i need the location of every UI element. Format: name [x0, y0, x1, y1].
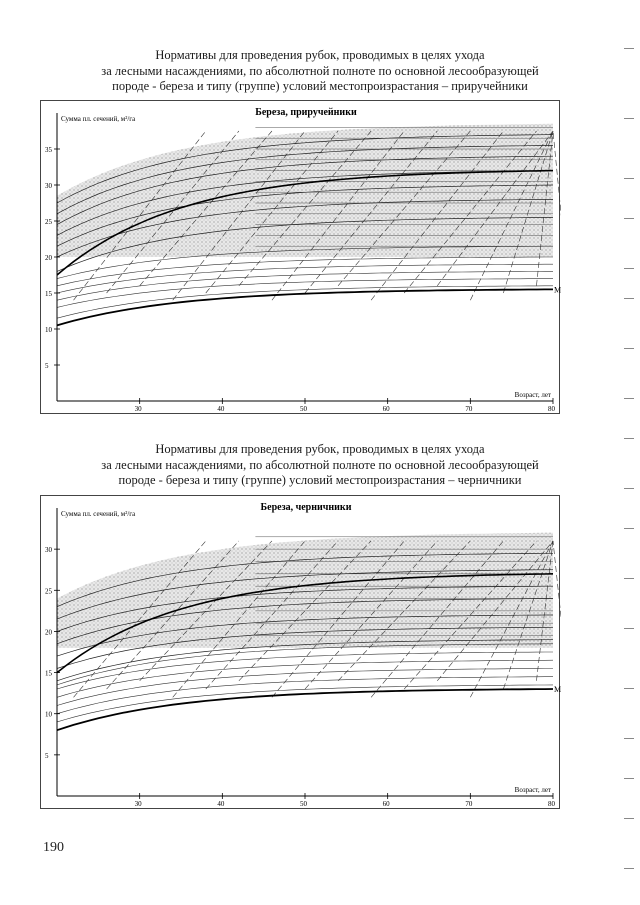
chart2-svg [41, 496, 561, 810]
min-curve [57, 689, 553, 730]
x-tick-label: 30 [134, 800, 142, 808]
diagonal-dashed-line [553, 131, 561, 300]
y-tick-label: 30 [45, 182, 52, 190]
x-tick-label: 60 [382, 800, 390, 808]
x-tick-label: 70 [465, 800, 473, 808]
lower-curve [57, 652, 553, 689]
caption-line: Нормативы для проведения рубок, проводимых в целях ухода [155, 442, 485, 456]
x-tick-label: 60 [382, 405, 390, 413]
chart-title: Береза, черничники [260, 502, 352, 513]
chart-birch-chernichniki [40, 495, 560, 809]
x-tick-label: 40 [217, 800, 225, 808]
chart1-caption [0, 48, 640, 95]
x-axis-label: Возраст, лет [514, 391, 551, 399]
y-tick-label: 25 [45, 218, 52, 226]
chart-birch-pririuchejniki [40, 100, 560, 414]
y-axis-label: Сумма пл. сечений, м²/га [61, 115, 136, 123]
chart-title: Береза, приручейники [255, 107, 357, 118]
y-tick-label: 30 [45, 546, 52, 555]
x-tick-label: 80 [548, 800, 555, 808]
x-tick-label: 50 [300, 405, 307, 413]
y-tick-label: 10 [45, 326, 52, 334]
x-tick-label: 70 [465, 405, 473, 413]
caption-line: Нормативы для проведения рубок, проводимых в целях ухода [155, 48, 485, 62]
x-tick-label: 50 [300, 800, 307, 808]
caption-line: породе - береза и типу (группе) условий местопроизрастания – черничники [118, 473, 522, 487]
lower-curve [57, 677, 553, 714]
y-tick-label: 25 [45, 587, 52, 596]
y-tick-label: 20 [45, 254, 52, 262]
y-tick-label: 35 [45, 146, 52, 154]
lower-curve [57, 669, 553, 706]
chart1-svg [41, 101, 561, 415]
x-tick-label: 80 [548, 405, 555, 413]
lower-curve [57, 257, 553, 286]
y-tick-label: 5 [45, 362, 49, 370]
caption-line: за лесными насаждениями, по абсолютной полноте по основной лесообразующей [101, 457, 539, 472]
lower-curve [57, 264, 553, 293]
caption-line: за лесными насаждениями, по абсолютной полноте по основной лесообразующей [101, 63, 539, 78]
shaded-band [57, 124, 553, 257]
min-curve [57, 289, 553, 325]
y-tick-label: 15 [45, 290, 52, 298]
chart2-caption [0, 442, 640, 489]
scan-edge-marks [620, 0, 640, 905]
y-tick-label: 5 [45, 751, 49, 760]
y-tick-label: 15 [45, 669, 52, 678]
y-tick-label: 20 [45, 628, 52, 637]
min-curve-label: M [554, 285, 561, 295]
y-axis-label: Сумма пл. сечений, м²/га [61, 510, 136, 518]
x-tick-label: 40 [217, 405, 225, 413]
y-tick-label: 10 [45, 710, 52, 719]
x-axis-label: Возраст, лет [514, 786, 551, 794]
min-curve-label: M [554, 685, 561, 695]
caption-line: породе - береза и типу (группе) условий местопроизрастания – приручейники [112, 79, 528, 93]
page-number: 190 [43, 840, 64, 855]
diagonal-dashed-line [553, 541, 561, 697]
lower-curve [57, 271, 553, 300]
x-tick-label: 30 [134, 405, 142, 413]
